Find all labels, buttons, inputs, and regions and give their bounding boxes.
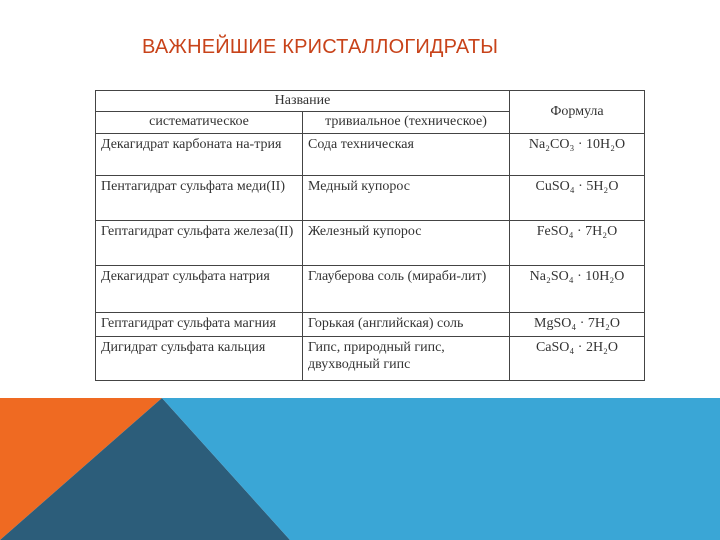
cell-formula: MgSO₄ · 7H₂O [510,312,645,337]
cell-trivial: Горькая (английская) соль [303,312,510,337]
cell-formula: FeSO₄ · 7H₂O [510,220,645,265]
cell-trivial: Гипс, природный гипс, двухводный гипс [303,337,510,381]
header-formula: Формула [510,91,645,134]
cell-systematic: Декагидрат сульфата натрия [96,265,303,312]
cell-formula: Na₂SO₄ · 10H₂O [510,265,645,312]
cell-systematic: Декагидрат карбоната на-трия [96,133,303,176]
cell-trivial: Железный купорос [303,220,510,265]
cell-systematic: Дигидрат сульфата кальция [96,337,303,381]
header-name: Название [96,91,510,112]
cell-formula: CuSO₄ · 5H₂O [510,176,645,221]
cell-formula: CaSO₄ · 2H₂O [510,337,645,381]
cell-systematic: Гептагидрат сульфата железа(II) [96,220,303,265]
cell-trivial: Глауберова соль (мираби-лит) [303,265,510,312]
header-trivial: тривиальное (техническое) [303,112,510,133]
slide-title: ВАЖНЕЙШИЕ КРИСТАЛЛОГИДРАТЫ [142,36,499,58]
cell-systematic: Пентагидрат сульфата меди(II) [96,176,303,221]
cell-formula: Na₂CO₃ · 10H₂O [510,133,645,176]
cell-trivial: Сода техническая [303,133,510,176]
cell-systematic: Гептагидрат сульфата магния [96,312,303,337]
cell-trivial: Медный купорос [303,176,510,221]
header-systematic: систематическое [96,112,303,133]
